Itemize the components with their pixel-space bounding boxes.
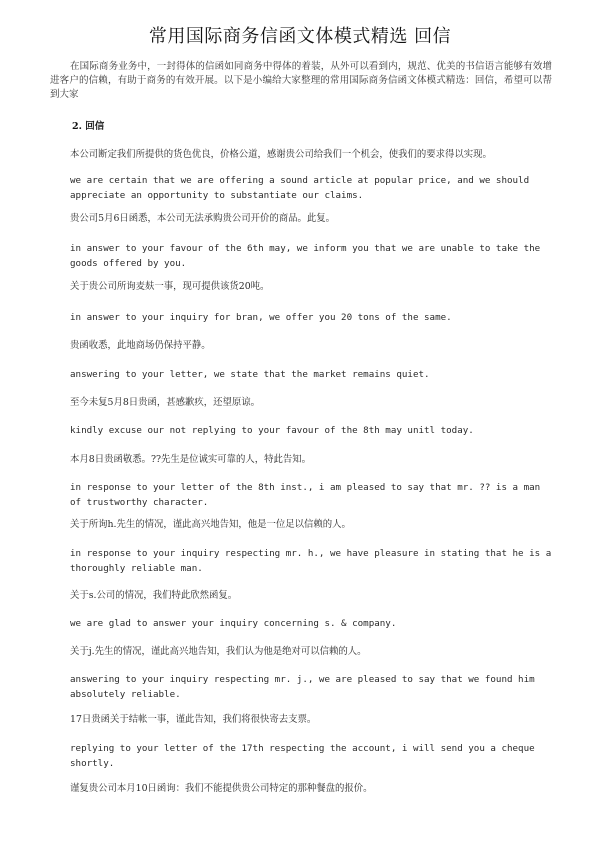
- paragraph-zh: 贵函收悉，此地商场仍保持平静。: [70, 340, 211, 351]
- paragraph-en: answering to your inquiry respecting mr. j., we are pleased to say that we found him absolutely reliable.: [70, 674, 535, 700]
- paragraph-en: kindly excuse our not replying to your favour of the 8th may unitl today.: [70, 425, 474, 436]
- paragraph-zh: 至今未复5月8日贵函，甚感歉疚，还望原谅。: [70, 397, 261, 408]
- paragraph-en: in response to your letter of the 8th inst., i am pleased to say that mr. ?? is a man of trustworthy character.: [70, 482, 541, 508]
- paragraph-en: replying to your letter of the 17th respecting the account, i will send you a cheque shortly.: [70, 743, 535, 769]
- section-heading: 2. 回信: [72, 121, 105, 132]
- paragraph-en: we are certain that we are offering a sound article at popular price, and we should appreciate an opportunity to substantiate our claims.: [70, 175, 530, 201]
- paragraph-zh: 本公司断定我们所提供的货色优良，价格公道，感谢贵公司给我们一个机会，使我们的要求得以实现。: [70, 149, 492, 160]
- page-title: 常用国际商务信函文体模式精选 回信: [148, 26, 452, 47]
- paragraph-en: we are glad to answer your inquiry concerning s. & company.: [70, 618, 397, 629]
- paragraph-zh: 谨复贵公司本月10日函询：我们不能提供贵公司特定的那种餐盘的报价。: [70, 783, 373, 794]
- paragraph-en: in answer to your favour of the 6th may, we inform you that we are unable to take the goods offered by you.: [70, 243, 541, 269]
- paragraph-zh: 本月8日贵函敬悉。??先生是位诚实可靠的人，特此告知。: [70, 454, 312, 465]
- paragraph-zh: 17日贵函关于结帐一事，谨此告知，我们将很快寄去支票。: [70, 714, 317, 725]
- paragraph-zh: 关于所询h.先生的情况，谨此高兴地告知，他是一位足以信赖的人。: [70, 519, 351, 530]
- paragraph-en: in answer to your inquiry for bran, we offer you 20 tons of the same.: [70, 312, 452, 323]
- paragraph-en: in response to your inquiry respecting mr. h., we have pleasure in stating that he is a thoroughly reliable man.: [70, 548, 552, 574]
- paragraph-zh: 关于s.公司的情况，我们特此欣然函复。: [70, 590, 238, 601]
- intro-paragraph: 在国际商务业务中，一封得体的信函如同商务中得体的着装，从外可以看到内，规范、优美的书信语言能够有效增进客户的信赖，有助于商务的有效开展。以下是小编给大家整理的常用国际商务信函文体模式精选：回信，希望可以帮到大家: [50, 61, 552, 100]
- paragraph-zh: 贵公司5月6日函悉，本公司无法承购贵公司开价的商品。此复。: [70, 213, 336, 224]
- paragraph-zh: 关于贵公司所询麦麸一事，现可提供该货20吨。: [70, 281, 270, 292]
- paragraph-zh: 关于j.先生的情况，谨此高兴地告知，我们认为他是绝对可以信赖的人。: [70, 646, 367, 657]
- paragraph-en: answering to your letter, we state that the market remains quiet.: [70, 369, 430, 380]
